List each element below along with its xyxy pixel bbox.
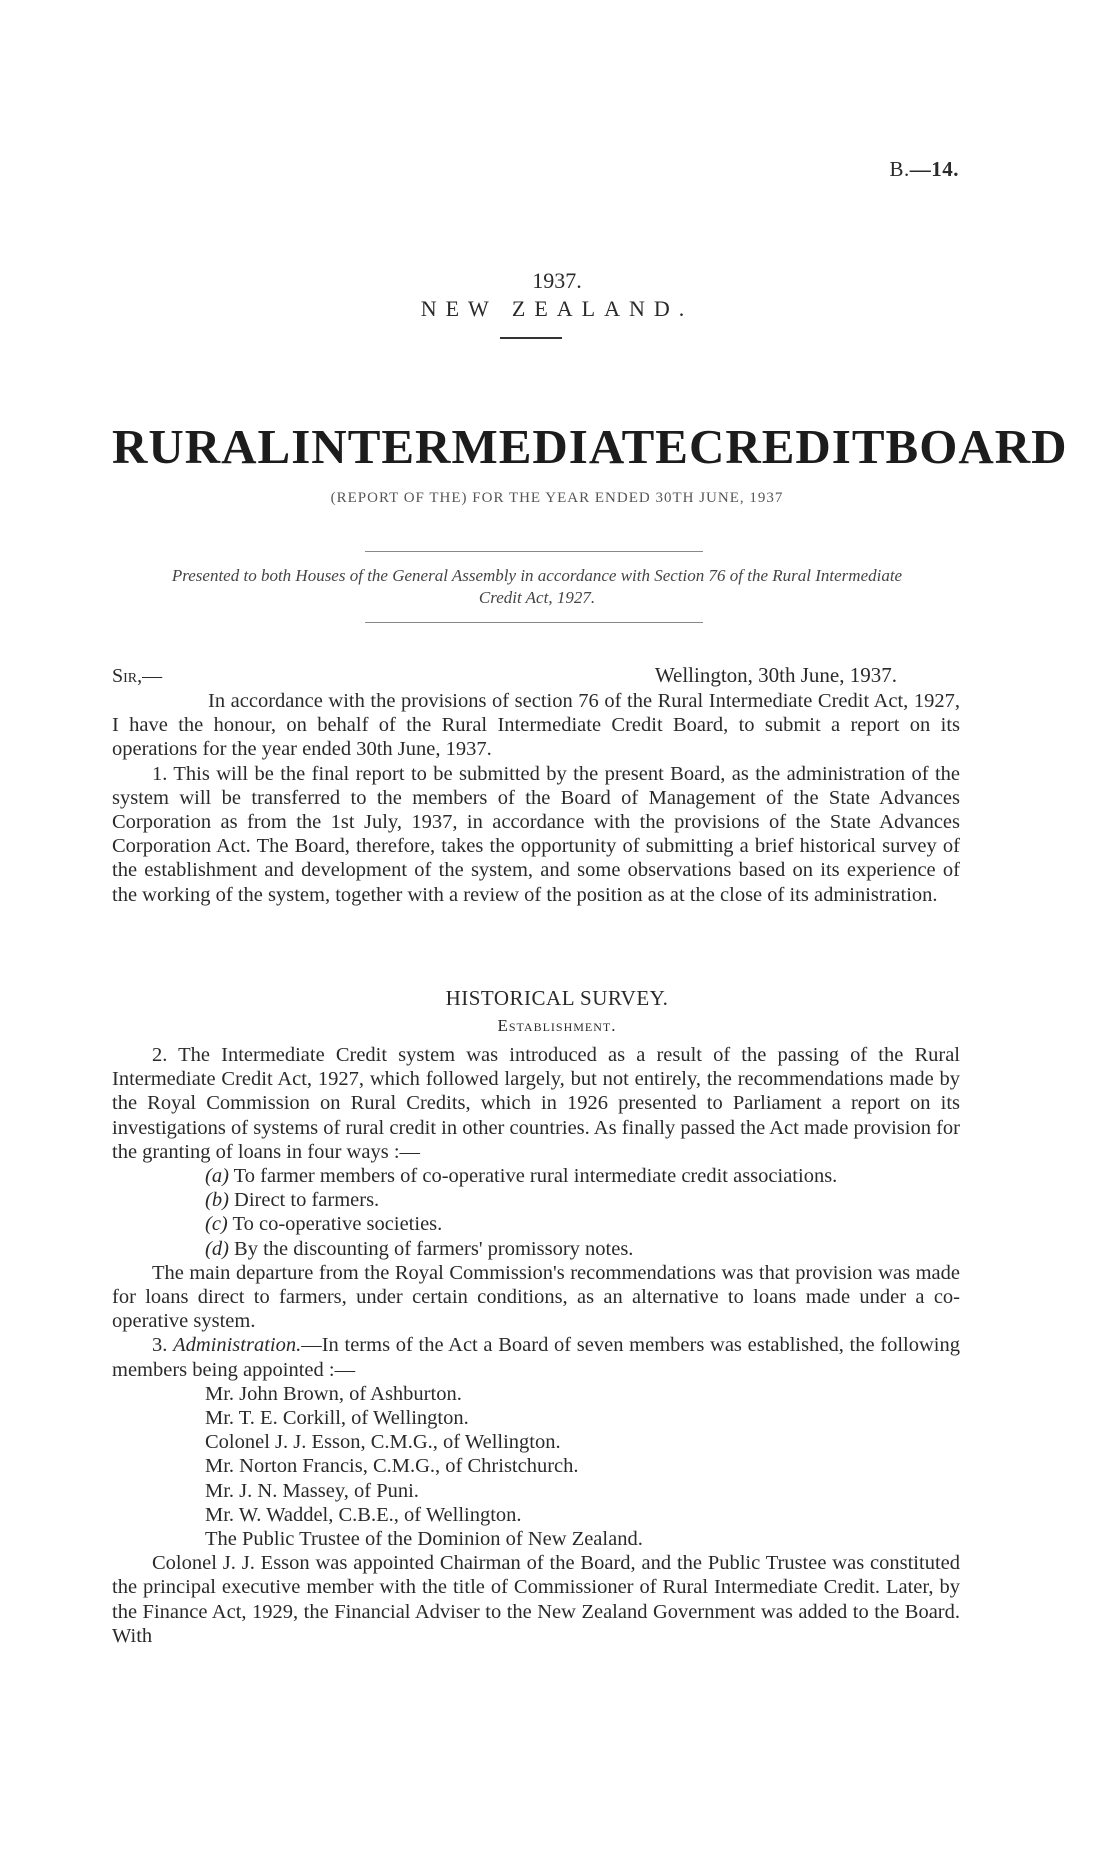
list-item: Mr. T. E. Corkill, of Wellington. [205, 1407, 469, 1430]
list-text: By the discounting of farmers' promissory notes. [234, 1237, 634, 1260]
paragraph-3-label: Administration. [173, 1334, 302, 1357]
paragraph-2: 2. The Intermediate Credit system was introduced as a result of the passing of the Rural Intermediate Credit Act, 1927, which followed largely, but not entirely, the recommendations made by the Royal Commission on Rural Credits, which in 1926 presented to Parliament a report on its investigations of systems of rural credit in other countries. As finally passed the Act made provision for the granting of loans in four ways :— [112, 1044, 960, 1163]
list-marker: (d) [205, 1237, 229, 1260]
final-paragraph: Colonel J. J. Esson was appointed Chairman of the Board, and the Public Trustee was constituted the principal executive member with the title of Commissioner of Rural Intermediate Credit. Later, by the Finance Act, 1929, the Financial Adviser to the New Zealand Government was added to the Board. With [112, 1552, 960, 1647]
paragraph-1: 1. This will be the final report to be submitted by the present Board, as the administration of the system will be transferred to the members of the Board of Management of the State Advances Corporation as from the 1st July, 1937, in accordance with the provisions of the State Advances Corporation Act. The Board, therefore, takes the opportunity of submitting a brief historical survey of the establishment and development of the system, and some observations based on its experience of the working of the system, together with a review of the position as at the close of its administration. [112, 762, 960, 906]
title-word: CREDIT [688, 419, 886, 474]
paragraph-3 [112, 1333, 960, 1381]
list-item: The Public Trustee of the Dominion of New Zealand. [205, 1528, 643, 1551]
presentation-line-1: Presented to both Houses of the General Assembly in accordance with Section 76 of the Rural Intermediate [171, 566, 903, 585]
title-word: BOARD [885, 419, 1068, 474]
paragraph-3-number: 3. [152, 1334, 168, 1357]
establishment-section [112, 1043, 960, 1648]
list-item [112, 1164, 960, 1188]
paragraph-3-text: —In terms of the Act a Board of seven members was established, the following members being appointed :— [112, 1334, 960, 1381]
opening-paragraph: In accordance with the provisions of section 76 of the Rural Intermediate Credit Act, 1927, I have the honour, on behalf of the Rural Intermediate Credit Board, to submit a report on its operations for the year ended 30th June, 1937. [112, 690, 960, 761]
list-marker: (c) [205, 1213, 228, 1236]
list-item: Mr. J. N. Massey, of Puni. [205, 1479, 419, 1502]
section-subheading: Establishment. [497, 1016, 617, 1035]
board-members-list [112, 1382, 960, 1551]
list-item [112, 1212, 960, 1236]
list-item: Mr. W. Waddel, C.B.E., of Wellington. [205, 1503, 522, 1526]
document-title [112, 418, 1068, 475]
list-item: Mr. John Brown, of Ashburton. [205, 1382, 462, 1405]
list-item [112, 1188, 960, 1212]
intro-section [112, 689, 960, 907]
salutation: Sir,— [112, 665, 163, 687]
title-word: INTERMEDIATE [291, 419, 689, 474]
list-item: Colonel J. J. Esson, C.M.G., of Wellington. [205, 1431, 561, 1454]
page-reference [889, 157, 959, 182]
title-divider [500, 337, 562, 339]
document-subtitle: (REPORT OF THE) FOR THE YEAR ENDED 30TH JUNE, 1937 [330, 490, 784, 506]
dateline: Wellington, 30th June, 1937. [654, 663, 897, 687]
list-item [112, 1237, 960, 1261]
presentation-line-2: Credit Act, 1927. [478, 588, 596, 607]
list-text: To co-operative societies. [232, 1213, 443, 1236]
report-year: 1937. [532, 268, 582, 293]
rule-below-presented [365, 622, 703, 623]
list-item: Mr. Norton Francis, C.M.G., of Christchurch. [205, 1455, 579, 1478]
page-ref-number: —14. [909, 157, 959, 181]
presentation-note [112, 565, 962, 609]
list-marker: (a) [205, 1165, 229, 1188]
rule-above-presented [365, 551, 703, 552]
list-text: To farmer members of co-operative rural intermediate credit associations. [233, 1165, 838, 1188]
page-ref-series: B. [889, 157, 910, 181]
section-heading: HISTORICAL SURVEY. [445, 986, 669, 1010]
list-text: Direct to farmers. [234, 1189, 380, 1212]
title-word: RURAL [112, 419, 292, 474]
list-marker: (b) [205, 1189, 229, 1212]
country-name: NEW ZEALAND. [420, 296, 694, 321]
loan-ways-list [112, 1164, 960, 1261]
departure-paragraph: The main departure from the Royal Commission's recommendations was that provision was made for loans direct to farmers, under certain conditions, as an alternative to loans made under a co-operative system. [112, 1261, 960, 1333]
